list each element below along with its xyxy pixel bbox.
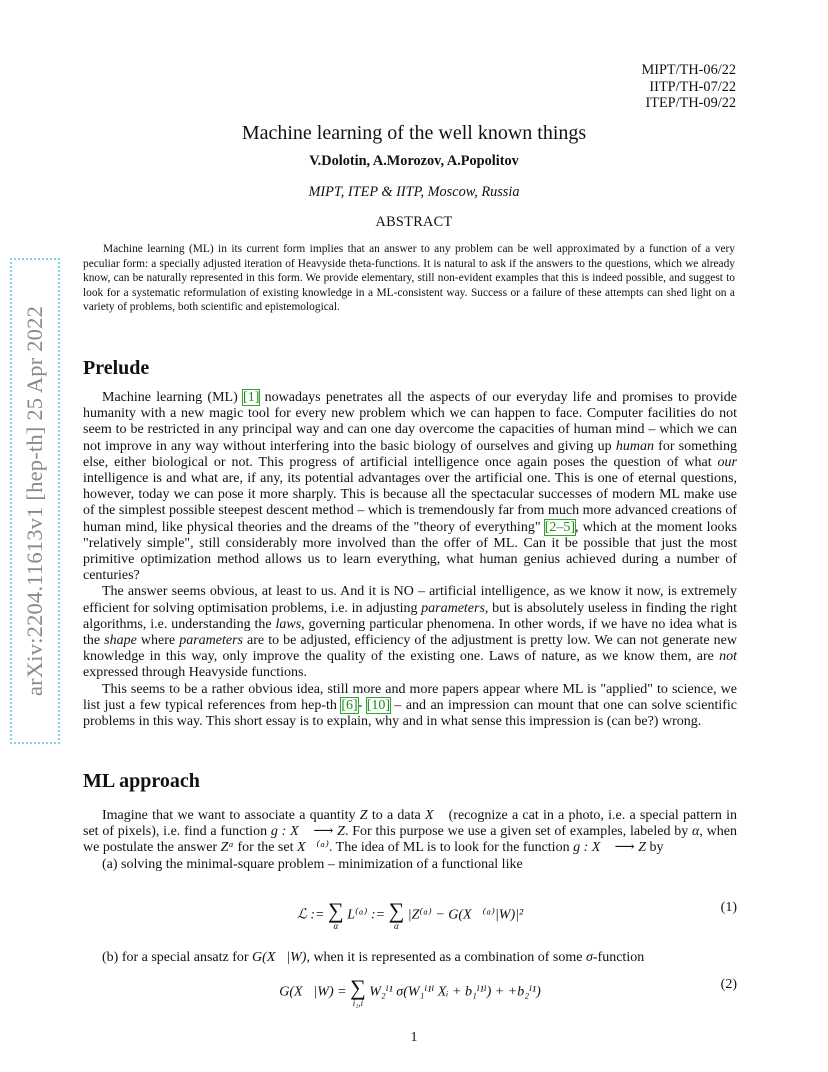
emphasis-parameters: parameters — [179, 633, 243, 649]
text-run: - — [357, 697, 367, 713]
math-alpha: α — [692, 824, 700, 840]
page-number: 1 — [410, 1030, 418, 1045]
paper-authors: V.Dolotin, A.Morozov, A.Popolitov — [309, 153, 519, 169]
paper-title: Machine learning of the well known things — [241, 122, 587, 144]
report-code-iitp: IITP/TH-07/22 — [649, 78, 736, 95]
equation-1-number: (1) — [720, 900, 737, 915]
prelude-body — [83, 390, 737, 730]
math-z: Z — [359, 808, 368, 823]
text-run: are to be adjusted, efficiency of the adjustment is pretty low. We can not generate new knowledge in this way, only improve the quality of the existing one. Laws of nature, as we know them, are — [83, 633, 737, 665]
emphasis-our: our — [717, 454, 737, 470]
eq2-rhs: W₂ⁱ¹ σ(W₁ⁱ¹ⁱ Xᵢ + b₁ⁱ¹ⁱ) + +b₂ⁱ¹) — [365, 984, 541, 1000]
emphasis-parameters: parameters — [421, 600, 485, 616]
text-run: Machine learning (ML) — [102, 390, 244, 405]
abstract-text: Machine learning (ML) in its current form implies that an answer to any problem can be well approximated by a function of a very peculiar form: a specially adjusted iteration of Heavyside theta-functions. It is natural to ask if the answers to the questions, which we already know, can be naturally represented in this form. We provide elementary, still non-evident examples that this is indeed possible, and suggest to look for a systematic reformulation of existing knowledge in a ML-consistent way. Success or a failure of these attempts can shed light on a variety of problems, both scientific and epistemological. — [83, 243, 735, 314]
section-heading-prelude: Prelude — [83, 357, 150, 379]
ml-approach-item-b-block — [83, 950, 737, 966]
report-codes — [641, 62, 736, 112]
summation-symbol: ∑ α — [328, 898, 344, 931]
prelude-paragraph-3 — [83, 682, 737, 731]
section-heading-ml-approach: ML approach — [83, 770, 200, 792]
math-g-of-x: G(X⃗|W) — [252, 950, 307, 965]
text-run: . For this purpose we use a given set of examples, labeled by — [344, 824, 693, 840]
ml-approach-body — [83, 808, 737, 873]
citation-link-2-5[interactable]: [2–5] — [544, 519, 576, 535]
abstract-heading: ABSTRACT — [375, 214, 453, 230]
sum-subscript: α — [333, 921, 339, 931]
text-run: -function — [592, 950, 645, 965]
text-run: This seems to be a rather obvious idea, still more and more papers appear where ML is "applied" to science, we list just a few typical references from hep-th — [83, 681, 737, 713]
emphasis-not: not — [719, 649, 737, 665]
math-function-g: g : X⃗ ⟶ Z — [270, 824, 345, 840]
text-run: , governing particular phenomena. In other words, if we have no idea what is the — [83, 616, 737, 649]
text-run: , when we postulate the answer — [83, 824, 738, 856]
text-run: expressed through Heavyside functions. — [83, 665, 307, 681]
eq2-lhs: G(X⃗|W) = — [279, 984, 351, 1000]
text-run: . The idea of ML is to look for the function — [328, 840, 574, 856]
eq1-mid: L⁽ᵅ⁾ := — [343, 907, 389, 923]
eq1-lhs: ℒ := — [296, 907, 329, 923]
prelude-paragraph-2 — [83, 584, 737, 681]
equation-1-formula — [83, 900, 737, 931]
arxiv-stamp[interactable] — [10, 258, 60, 744]
citation-link-1[interactable]: [1] — [243, 390, 260, 405]
math-x-alpha: X⃗⁽ᵅ⁾ — [296, 840, 329, 856]
emphasis-shape: shape — [104, 633, 137, 649]
citation-link-6[interactable]: [6] — [341, 697, 358, 713]
text-run: (b) for a special ansatz for — [102, 950, 253, 965]
summation-symbol: ∑ α — [388, 898, 405, 931]
text-run: The answer seems obvious, at least to us. And it is NO – artificial intelligence, as we know it now, is extremely efficient for solving optimisation problems, i.e. in adjusting — [83, 584, 737, 616]
text-run: – and an impression can mount that one can solve scientific problems in this way. This short essay is to explain, why and in what sense this impression is (can be?) wrong. — [83, 697, 737, 730]
emphasis-laws: laws — [275, 616, 302, 632]
text-run: intelligence is and what are, if any, its potential advantages over the artificial one. This is one of eternal questions, however, today we can pose it more sharply. This is because all the spectacular successes of modern ML make use of the simplest possible steepest descent method – which is tremendously far from much more advanced creations of human mind, like physical theories and the dreams of the "theory of everything" — [83, 471, 737, 535]
ml-approach-item-a: (a) solving the minimal-square problem – minimization of a functional like — [102, 856, 523, 872]
text-run: (recognize a cat in a photo, i.e. a special pattern in set of pixels), i.e. find a function — [83, 808, 738, 840]
sum-subscript: α — [394, 921, 399, 931]
prelude-paragraph-1 — [83, 390, 737, 584]
text-run: nowadays penetrates all the aspects of our everyday life and promises to provide humanity with a new magic tool for every new problem which we can happen to face. Computer facilities do not seem to be restricted in any principal way and can one day overcome the capacities of human mind – which we can not improve in any way without interfering into the basic biology of ourselves and giving up — [83, 390, 737, 454]
summation-symbol: ∑ i₁,i — [350, 975, 366, 1008]
text-run: for the set — [234, 840, 297, 856]
math-x-vector: X⃗ — [424, 808, 445, 823]
ml-approach-paragraph-1 — [83, 808, 737, 857]
math-sigma: σ — [585, 950, 593, 965]
equation-2-formula — [83, 977, 737, 1008]
paper-affiliation: MIPT, ITEP & IITP, Moscow, Russia — [308, 184, 520, 200]
text-run: , which at the moment looks "relatively simple", still considerably more involved than the offer of ML. Can it be possible that just the most primitive optimization method allows us to learn everything, what human genius achieved during a number of centuries? — [83, 519, 737, 584]
report-code-mipt: MIPT/TH-06/22 — [641, 62, 736, 78]
math-function-g: g : X⃗ ⟶ Z — [573, 840, 647, 856]
text-run: , but is absolutely useless in finding the right algorithms, i.e. understanding the — [83, 600, 737, 632]
arxiv-stamp-text: arXiv:2204.11613v1 [hep-th] 25 Apr 2022 — [22, 305, 48, 697]
citation-link-10[interactable]: [10] — [366, 697, 391, 713]
text-run: by — [646, 840, 664, 856]
eq1-rhs: |Z⁽ᵅ⁾ − G(X⃗⁽ᵅ⁾|W)|² — [404, 907, 524, 923]
emphasis-human: human — [615, 438, 654, 454]
report-code-itep: ITEP/TH-09/22 — [645, 95, 736, 111]
ml-approach-item-b — [83, 950, 737, 966]
math-z-alpha: Zᵅ — [220, 840, 234, 856]
text-run: to a data — [367, 808, 425, 823]
text-run: where — [136, 633, 180, 649]
text-run: , when it is represented as a combination of some — [306, 950, 586, 965]
sum-subscript: i₁,i — [352, 998, 364, 1008]
text-run: Imagine that we want to associate a quantity — [102, 808, 360, 823]
text-run: for something else, either biological or not. This progress of artificial intelligence once again poses the question of what — [83, 438, 738, 470]
equation-2-number: (2) — [720, 977, 737, 992]
